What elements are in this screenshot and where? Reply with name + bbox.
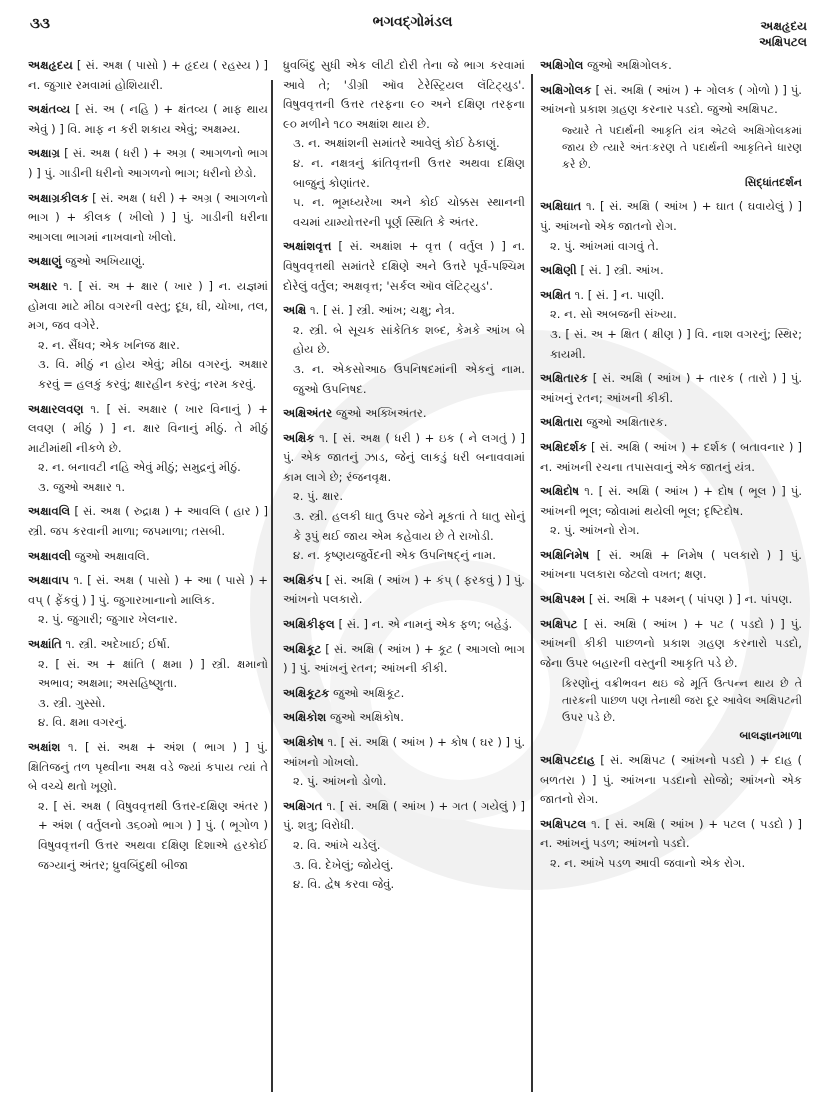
dictionary-entry: [283, 684, 525, 704]
headword: અક્ષંતવ્ય: [28, 102, 71, 117]
running-title: ભગવદ્ગોમંડલ: [372, 14, 453, 30]
sense-definition: જુઓ અક્ષિગોલક.: [587, 58, 672, 72]
dictionary-entry: [283, 404, 525, 424]
sense-definition: ૨. ન. બનાવટી નહિ એવું મીઠું; સમુદ્રનું મીઠું.: [38, 460, 241, 475]
sense-definition: જુઓ અક્ખિઅંતર.: [335, 406, 427, 421]
headword: અક્ષિક: [283, 430, 315, 445]
dictionary-entry: [283, 429, 525, 566]
sense-definition: [ સં. ] ન. એ નામનું એક ફળ; બહેડું.: [338, 617, 513, 632]
sense-definition: ૩. સ્ત્રી. હલકી ધાતુ ઉપર જેને મૂકતાં તે ધાતુ સોનું કે રૂપું થઈ જાય એમ કહેવાય છે તે રાખોડી.: [293, 509, 525, 543]
sense-definition: જુઓ અખિયાણું.: [65, 254, 146, 269]
sense-definition: [ સં. અક્ષિ ( આંખ ) + દર્શક ( બતાવનાર ) ] ન. આંખની રચના તપાસવાનું એક જાતનું યંત્ર.: [540, 439, 803, 474]
dictionary-entry: [283, 56, 525, 232]
dictionary-entry: [540, 438, 802, 477]
column-2: [283, 56, 525, 1092]
headword: અક્ષિપટ: [540, 616, 578, 631]
sense-definition: ૩. વિ. મીઠું ન હોય એવું; મીઠા વગરનું. અક્ષાર કરવું = હલકું કરવું; ક્ષારહીન કરવું; નરમ કરવું.: [38, 357, 268, 391]
sense-definition: ૨. [ સં. અક્ષ ( વિષુવવૃત્તથી ઉત્તર-દક્ષિણ અંતર ) + અંશ ( વર્તુલનો ૩૬૦મો ભાગ ) ] પું. ( ભૂગોળ ) વિષુવવૃત્તની ઉત્તર અથવા દક્ષિણ દિશાએ હરકોઈ જગ્યાનું અંતર; ધ્રુવબિંદુથી બીજા: [38, 798, 268, 872]
headword: અક્ષિપટલ: [540, 816, 587, 831]
sense-definition: ૧. [ સં. અક્ષિ ( આંખ ) + ઘાત ( ઘવાયેલું ) ] પું. આંખનો એક જાતનો રોગ.: [540, 199, 803, 233]
dictionary-entry: [540, 751, 802, 810]
dictionary-entry: [28, 56, 268, 95]
headword: અક્ષિત: [540, 287, 571, 302]
dictionary-entry: [28, 571, 268, 630]
dictionary-entry: [540, 261, 802, 281]
headword: અક્ષિગોલક: [540, 82, 592, 97]
headword: અક્ષિગત: [283, 798, 323, 813]
dictionary-entry: [28, 547, 268, 567]
sense-definition: [ સં. અક્ષિ ( આંખ ) + પટ ( પડદો ) ] પું. આંખની કીકી પાછળનો પ્રકાશ ગ્રહણ કરનારો પડદો, જેના ઉપર બહારની વસ્તુની આકૃતિ પડે છે.: [540, 616, 803, 670]
sense-definition: [ સં. અક્ષિપટ ( આંખનો પડદો ) + દાહ ( બળતરા ) ] પું. આંખના પડદાનો સોજો; આંખનો એક જાતનો રોગ.: [540, 753, 802, 807]
headword: અક્ષિ: [283, 303, 307, 318]
sense-definition: [ સં. અક્ષિ ( આંખ ) + ગોલક ( ગોળો ) ] પું. આંખનો પ્રકાશ ગ્રહણ કરનાર પડદો. જુઓ અક્ષિપટ.: [540, 82, 802, 117]
headword: અક્ષાવાપ: [28, 573, 70, 588]
sense-definition: ૧. [ સં. અ + ક્ષાર ( ખાર ) ] ન. યજ્ઞમાં હોમવા માટે મીઠા વગરની વસ્તુ; દૂધ, ઘી, ચોખા, તલ, મગ, જવ વગેરે.: [28, 278, 268, 333]
sense-definition: ૨. ન. સૈંધવ; એક ખનિજ ક્ષાર.: [38, 337, 180, 352]
dictionary-entry: [540, 286, 802, 364]
headword: અક્ષિઅંતર: [283, 406, 333, 421]
sense-definition: જુઓ અક્ષિતારક.: [586, 415, 668, 430]
dictionary-entry: [28, 252, 268, 272]
headword: અક્ષિઘાત: [540, 199, 582, 214]
dictionary-entry: [283, 301, 525, 399]
column-divider: [531, 74, 533, 1092]
dictionary-entry: [540, 81, 802, 193]
sense-definition: [ સં. અક્ષિ + પક્ષ્મન્ ( પાંપણ ) ] ન. પાંપણ.: [588, 592, 793, 607]
sense-definition: ૨. ન. સો અબજની સંખ્યા.: [550, 307, 677, 322]
dictionary-entry: [283, 797, 525, 895]
headword: અક્ષાવલિ: [28, 504, 71, 519]
sense-definition: [ સં. અક્ષ ( ધરી ) + અગ્ર ( આગળનો ભાગ ) ] પું. ગાડીની ધરીનો આગળનો ભાગ; ધરીનો છેડો.: [28, 146, 268, 180]
headword: અક્ષાંશ: [28, 740, 61, 754]
sense-definition: ૪. ન. કૃષ્ણયજુર્વેદની એક ઉપનિષદ્નું નામ.: [293, 548, 496, 563]
page-number: ૩૩: [30, 14, 50, 32]
dictionary-entry: [540, 546, 802, 585]
dictionary-entry: [28, 400, 268, 498]
page-header: [0, 0, 825, 52]
sense-definition: ૧. [ સં. અક્ષ ( પાસો ) + આ ( પાસે ) + વપ્ ( ફેંકવું ) ] પું. જુગારખાનાનો માલિક.: [28, 573, 268, 607]
dictionary-entry: [540, 482, 802, 541]
sense-definition: ૧. [ સં. અક્ષિ ( આંખ ) + દોષ ( ભૂલ ) ] પું. આંખની ભૂલ; જોવામાં થયેલી ભૂલ; દૃષ્ટિદોષ.: [540, 484, 802, 518]
dictionary-entry: [28, 189, 268, 248]
sense-definition: ૨. પું. આંખનો રોગ.: [550, 523, 640, 538]
dictionary-entry: [283, 708, 525, 728]
headword: અક્ષિકોષ: [283, 735, 324, 749]
dictionary-entry: [283, 640, 525, 679]
dictionary-entry: [28, 635, 268, 733]
sense-definition: ૩. સ્ત્રી. ગુસ્સો.: [38, 695, 106, 710]
sense-definition: ૧. [ સં. ] ન. પાણી.: [574, 287, 665, 302]
sense-definition: ૨. સ્ત્રી. બે સૂચક સાંકેતિક શબ્દ, કેમકે આંખ બે હોય છે.: [293, 322, 525, 357]
sense-definition: ૨. વિ. આંખે ચડેલું.: [293, 837, 381, 852]
guide-words: [759, 18, 807, 50]
column-1: [28, 56, 268, 1092]
sense-definition: [ સં. અ ( નહિ ) + ક્ષંતવ્ય ( માફ થાય એવું ) ] વિ. માફ ન કરી શકાય એવું; અક્ષમ્ય.: [28, 102, 269, 136]
headword: અક્ષાંતિ: [28, 637, 62, 652]
sense-definition: ૨. [ સં. અ + ક્ષાંતિ ( ક્ષમા ) ] સ્ત્રી. ક્ષમાનો અભાવ; અક્ષમા; અસહિષ્ણુતા.: [38, 656, 268, 691]
sense-definition: ૪. વિ. દ્વેષ કરવા જેવું.: [293, 877, 395, 892]
sense-definition: ૩. ન. અક્ષાંશની સમાંતરે આવેલું કોઈ ઠેકાણું.: [293, 136, 500, 151]
sense-definition: ૧. [ સં. અક્ષિ ( આંખ ) + કોષ ( ઘર ) ] પું. આંખનો ગોખલો.: [283, 735, 526, 769]
dictionary-entry: [283, 733, 525, 792]
citation-quote: જ્યારે તે પદાર્થની આકૃતિ યંત્ર એટલે અક્ષિગોલકમાં જાય છે ત્યારે અંતઃકરણ તે પદાર્થની આકૃતિને ધારણ કરે છે.: [562, 123, 802, 171]
sense-definition: ૪. ન. નક્ષત્રનું ક્રાંતિવૃત્તની ઉત્તર અથવા દક્ષિણ બાજુનું કોણાંતર.: [293, 155, 525, 190]
sense-definition: ધ્રુવબિંદુ સુધી એક લીટી દોરી તેના જે ભાગ કરવામાં આવે તે; 'ડીગ્રી ઑવ ટેરેસ્ટ્રિયલ લૅટિટ્યુડ'. વિષુવવૃત્તની ઉત્તર તરફના ૯૦ અને દક્ષિણ તરફના ૯૦ મળીને ૧૮૦ અક્ષાંશ થાય છે.: [283, 58, 525, 131]
sense-definition: [ સં. અક્ષિ ( આંખ ) + કૂટ ( આગલો ભાગ ) ] પું. આંખનું રતન; આંખની કીકી.: [283, 641, 525, 676]
sense-definition: [ સં. અક્ષ ( ધરી ) + અગ્ર ( આગળનો ભાગ ) + કીલક ( ખીલો ) ] પું. ગાડીની ધરીના આગલા ભાગમાં નાખવાનો ખીલો.: [28, 190, 268, 244]
headword: અક્ષિણી: [540, 263, 577, 278]
sense-definition: ૨. ન. આંખે પડળ આવી જવાનો એક રોગ.: [550, 856, 746, 870]
headword: અક્ષાવલી: [28, 548, 71, 563]
dictionary-entry: [283, 571, 525, 610]
sense-definition: [ સં. અક્ષિ + નિમેષ ( પલકારો ) ] પું. આંખના પલકારા જેટલો વખત; ક્ષણ.: [540, 547, 802, 582]
sense-definition: ૩. જુઓ અક્ષાર ૧.: [38, 479, 126, 494]
headword: અક્ષાગ્ર: [28, 146, 60, 161]
headword: અક્ષાંશવૃત્ત: [283, 239, 332, 254]
sense-definition: [ સં. અક્ષાંશ + વૃત્ત ( વર્તુલ ) ] ન. વિષુવવૃત્તથી સમાંતરે દક્ષિણે અને ઉત્તરે પૂર્વ-પશ્ચિમ દોરેલું વર્તુલ; અક્ષવૃત્ત; 'સર્કલ ઑવ લૅટિટ્યુડ'.: [283, 239, 525, 293]
sense-definition: ૨. પું. જુગારી; જુગાર ખેલનાર.: [38, 612, 178, 627]
sense-definition: ૧. [ સં. અક્ષ ( ધરી ) + ઇક ( ને લગતું ) ] પું. એક જાતનું ઝાડ, જેનું લાકડું ધરી બનાવવામાં કામ લાગે છે; રંજનવૃક્ષ.: [283, 430, 526, 484]
headword: અક્ષિગોલ: [540, 58, 584, 72]
sense-definition: ૨. પું. આંખમાં વાગવું તે.: [550, 238, 659, 253]
sense-definition: જુઓ અક્ષિકોષ.: [329, 710, 404, 725]
dictionary-entry: [28, 738, 268, 875]
dictionary-entry: [540, 56, 802, 76]
sense-definition: ૧. [ સં. અક્ષિ ( આંખ ) + ગત ( ગયેલું ) ] પું. શત્રુ; વિરોધી.: [283, 798, 525, 833]
dictionary-entry: [28, 100, 268, 139]
headword: અક્ષિકૂટ: [283, 641, 322, 656]
headword: અક્ષિતારા: [540, 415, 583, 430]
dictionary-entry: [540, 369, 802, 408]
sense-definition: [ સં. અક્ષિ ( આંખ ) + તારક ( તારો ) ] પું. આંખનું રતન; આંખની કીકી.: [540, 371, 802, 405]
citation-source: બાલજ્ઞાનમાળા: [739, 729, 802, 743]
guide-word-last: અક્ષિપટલ: [759, 35, 807, 49]
dictionary-entry: [283, 237, 525, 296]
sense-definition: [ સં. ] સ્ત્રી. આંખ.: [580, 263, 664, 278]
column-3: [540, 56, 802, 1092]
headword: અક્ષહૃદય: [28, 58, 73, 72]
sense-definition: ૫. ન. ભૂમધ્યરેખા અને કોઈ ચોક્કસ સ્થાનની વચમાં યામ્યોત્તરની પૂર્ણ સ્થિતિ કે અંતર.: [293, 195, 525, 229]
dictionary-entry: [28, 277, 268, 395]
sense-definition: જુઓ અક્ષાવલિ.: [74, 548, 150, 563]
headword: અક્ષિનિમેષ: [540, 547, 590, 562]
sense-definition: ૩. વિ. દેખેલું; જોયેલું.: [293, 857, 394, 872]
headword: અક્ષિકંપ: [283, 572, 322, 587]
headword: અક્ષિદોષ: [540, 484, 580, 499]
dictionary-entry: [28, 144, 268, 183]
sense-definition: ૧. [ સં. ] સ્ત્રી. આંખ; ચક્ષુ; નેત્ર.: [309, 303, 455, 318]
sense-definition: ૪. વિ. ક્ષમા વગરનું.: [38, 715, 127, 730]
dictionary-entry: [540, 197, 802, 256]
dictionary-entry: [540, 615, 802, 746]
sense-definition: [ સં. અક્ષ ( રુદ્રાક્ષ ) + આવલિ ( હાર ) ] સ્ત્રી. જપ કરવાની માળા; જપમાળા; તસબી.: [28, 504, 268, 539]
sense-definition: જુઓ અક્ષિકૂટ.: [333, 685, 405, 700]
dictionary-entry: [540, 590, 802, 610]
sense-definition: ૩. ન. એકસોઆઠ ઉપનિષદમાંની એકનું નામ. જુઓ ઉપનિષદ.: [293, 361, 525, 396]
citation-source: સિદ્ધાંતદર્શન: [745, 175, 802, 189]
headword: અક્ષાણું: [28, 254, 62, 269]
dictionary-entry: [540, 413, 802, 433]
headword: અક્ષાગ્રકીલક: [28, 190, 89, 205]
headword: અક્ષિતારક: [540, 371, 588, 386]
sense-definition: ૧. [ સં. અક્ષ + અંશ ( ભાગ ) ] પું. ક્ષિતિજનું તળ પૃથ્વીના અક્ષ વડે જ્યાં કપાય ત્યાં તે બે વચ્ચે થતો ખૂણો.: [28, 740, 268, 794]
dictionary-columns: [28, 56, 810, 1096]
sense-definition: ૧. [ સં. અક્ષાર ( ખાર વિનાનું ) + લવણ ( મીઠું ) ] ન. ક્ષાર વિનાનું મીઠું. તે મીઠું માટીમાંથી નીકળે છે.: [28, 401, 268, 455]
headword: અક્ષિકોશ: [283, 710, 327, 725]
sense-definition: ૧. [ સં. અક્ષિ ( આંખ ) + પટલ ( પડદો ) ] ન. આંખનું પડળ; આંખનો પડદો.: [540, 816, 802, 851]
dictionary-entry: [28, 502, 268, 541]
sense-definition: [ સં. અક્ષિ ( આંખ ) + કંપ્ ( ફરકવું ) ] પું. આંખનો પલકારો.: [283, 572, 525, 607]
headword: અક્ષાર: [28, 278, 58, 293]
sense-definition: ૩. [ સં. અ + ક્ષિત ( ક્ષીણ ) ] વિ. નાશ વગરનું; સ્થિર; કાયમી.: [550, 326, 802, 361]
column-divider: [271, 80, 273, 1092]
sense-definition: [ સં. અક્ષ ( પાસો ) + હૃદય ( રહસ્ય ) ] ન. જુગાર રમવામાં હોશિયારી.: [28, 58, 269, 92]
headword: અક્ષિદર્શક: [540, 439, 587, 454]
guide-word-first: અક્ષહૃદય: [760, 19, 807, 33]
headword: અક્ષિકીફલ: [283, 617, 335, 632]
headword: અક્ષિપક્ષ્મ: [540, 592, 586, 607]
headword: અક્ષારલવણ: [28, 401, 84, 416]
dictionary-entry: [283, 615, 525, 635]
headword: અક્ષિપટદાહ: [540, 753, 596, 768]
sense-definition: ૨. પું. ક્ષાર.: [293, 489, 344, 504]
citation-quote: કિરણોનું વક્રીભવન થઇ જે મૂર્તિ ઉત્પન્ન થાય છે તે તારકની પાછળ પણ તેનાથી જરા દૂર આવેલ અક્ષિપટની ઉપર પડે છે.: [562, 677, 802, 725]
sense-definition: ૧. સ્ત્રી. અદેખાઈ; ઈર્ષા.: [65, 637, 171, 652]
dictionary-entry: [540, 815, 802, 874]
headword: અક્ષિકૂટક: [283, 685, 330, 700]
sense-definition: ૨. પું. આંખનો ડોળો.: [293, 774, 387, 789]
